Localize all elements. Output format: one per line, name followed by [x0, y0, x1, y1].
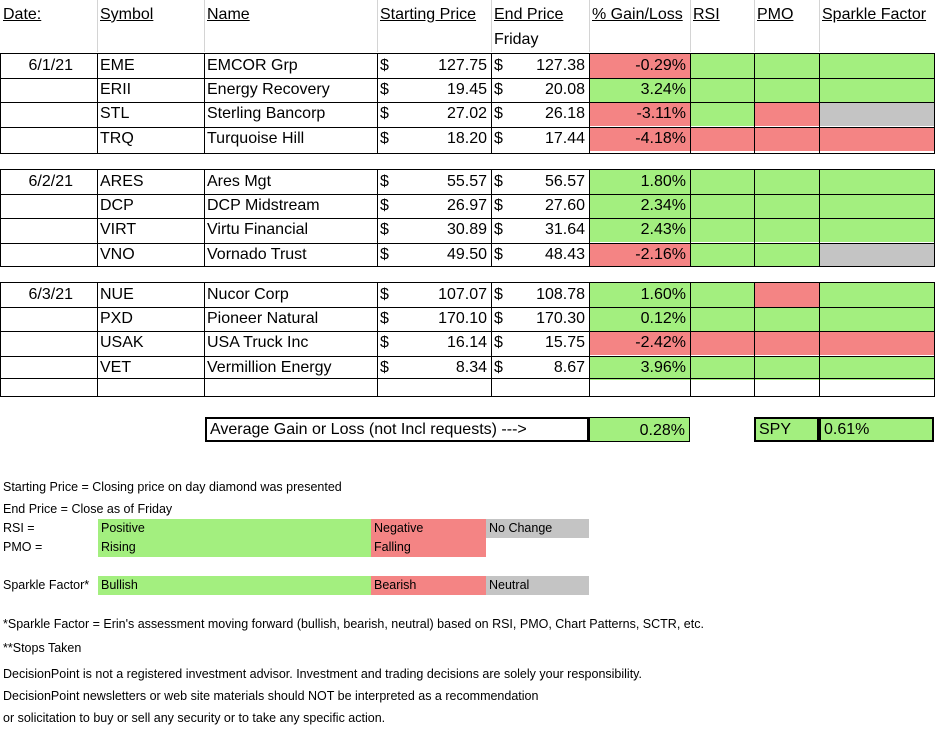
column-border: [754, 282, 755, 379]
row-name: Vornado Trust: [207, 246, 307, 263]
row-pmo-status: [755, 194, 819, 218]
row-symbol: VNO: [100, 246, 135, 263]
row-name: Vermillion Energy: [207, 359, 332, 376]
row-gain-loss: -4.18%: [590, 127, 690, 151]
currency-symbol: $: [380, 130, 389, 147]
row-pmo-status: [755, 307, 819, 331]
sparkle-factor-definition: *Sparkle Factor = Erin's assessment moving forward (bullish, bearish, neutral) based on RSI, PMO, Chart Patterns, SCTR, etc.: [3, 617, 704, 631]
row-starting-price: 19.45: [446, 81, 487, 98]
currency-symbol: $: [494, 173, 503, 190]
row-end-price: 170.30: [536, 310, 585, 327]
row-end-price: 26.18: [544, 105, 585, 122]
spy-label: SPY: [754, 417, 819, 442]
disclaimer-line-2: DecisionPoint newsletters or web site materials should NOT be interpreted as a recommendation: [3, 689, 539, 703]
row-name: DCP Midstream: [207, 197, 320, 214]
row-name: Ares Mgt: [207, 173, 272, 190]
currency-symbol: $: [494, 57, 503, 74]
header-sparkle-factor: Sparkle Factor: [822, 6, 927, 23]
row-symbol: TRQ: [100, 130, 134, 147]
currency-symbol: $: [494, 359, 503, 376]
row-gain-loss: 0.12%: [590, 307, 690, 331]
row-sparkle-status: [820, 102, 934, 126]
currency-symbol: $: [380, 359, 389, 376]
starting-price-note: Starting Price = Closing price on day diamond was presented: [3, 480, 342, 494]
row-rsi-status: [691, 331, 754, 355]
row-end-price: 56.57: [544, 173, 585, 190]
row-name: Sterling Bancorp: [207, 105, 326, 122]
row-starting-price: 30.89: [446, 221, 487, 238]
row-end-price: 108.78: [536, 286, 585, 303]
rsi-positive-swatch: Positive: [98, 519, 372, 538]
header-starting-price: Starting Price: [380, 6, 477, 23]
row-rsi-status: [691, 356, 754, 380]
column-border: [819, 378, 820, 397]
row-symbol: ERII: [100, 81, 132, 98]
row-rsi-status: [691, 102, 754, 126]
currency-symbol: $: [494, 105, 503, 122]
column-border: [377, 282, 378, 379]
header-date: Date:: [3, 6, 42, 23]
row-end-price: 31.64: [544, 221, 585, 238]
row-rsi-status: [691, 170, 754, 194]
currency-symbol: $: [494, 246, 503, 263]
row-pmo-status: [755, 218, 819, 242]
column-border: [754, 169, 755, 267]
row-name: USA Truck Inc: [207, 334, 309, 351]
rsi-negative-swatch: Negative: [371, 519, 486, 538]
row-gain-loss: 1.80%: [590, 170, 690, 194]
row-pmo-status: [755, 102, 819, 126]
row-rsi-status: [691, 194, 754, 218]
row-name: Nucor Corp: [207, 286, 289, 303]
row-end-price: 15.75: [544, 334, 585, 351]
row-starting-price: 170.10: [438, 310, 487, 327]
column-border: [204, 378, 205, 397]
column-border: [97, 282, 98, 379]
currency-symbol: $: [380, 310, 389, 327]
column-border: [491, 282, 492, 379]
row-date: 6/2/21: [28, 173, 73, 190]
row-gain-loss: 1.60%: [590, 283, 690, 307]
column-border: [754, 378, 755, 397]
row-sparkle-status: [820, 356, 934, 380]
column-border: [934, 53, 935, 154]
row-end-price: 27.60: [544, 197, 585, 214]
column-border: [934, 282, 935, 379]
column-border: [589, 282, 590, 379]
row-rsi-status: [691, 243, 754, 267]
row-pmo-status: [755, 283, 819, 307]
header-end-price-sub: Friday: [494, 31, 539, 48]
pmo-rising-swatch: Rising: [98, 538, 372, 557]
header-rsi: RSI: [693, 6, 720, 23]
header-pmo: PMO: [757, 6, 794, 23]
row-border: [0, 356, 935, 357]
row-border: [0, 307, 935, 308]
row-gain-loss: -0.29%: [590, 54, 690, 78]
row-rsi-status: [691, 283, 754, 307]
row-starting-price: 26.97: [446, 197, 487, 214]
currency-symbol: $: [494, 197, 503, 214]
currency-symbol: $: [494, 286, 503, 303]
row-border: [0, 127, 935, 128]
column-border: [0, 282, 1, 379]
currency-symbol: $: [380, 81, 389, 98]
column-border: [589, 378, 590, 397]
row-end-price: 17.44: [544, 130, 585, 147]
sparkle-legend-label: Sparkle Factor*: [3, 578, 90, 592]
column-border: [377, 378, 378, 397]
row-end-price: 127.38: [536, 57, 585, 74]
header-symbol: Symbol: [100, 6, 154, 23]
rsi-legend-label: RSI =: [3, 521, 35, 535]
row-border: [0, 331, 935, 332]
currency-symbol: $: [380, 286, 389, 303]
row-gain-loss: -2.16%: [590, 243, 690, 267]
average-gain-label: Average Gain or Loss (not Incl requests) --->: [205, 417, 589, 442]
row-pmo-status: [755, 54, 819, 78]
column-border: [204, 169, 205, 267]
currency-symbol: $: [380, 197, 389, 214]
column-border: [819, 282, 820, 379]
rsi-no-change-swatch: No Change: [486, 519, 589, 538]
row-sparkle-status: [820, 78, 934, 102]
currency-symbol: $: [494, 310, 503, 327]
row-gain-loss: 2.43%: [590, 218, 690, 242]
currency-symbol: $: [494, 81, 503, 98]
column-border: [0, 53, 1, 154]
column-border: [0, 169, 1, 267]
column-border: [754, 53, 755, 154]
row-sparkle-status: [820, 127, 934, 151]
row-pmo-status: [755, 243, 819, 267]
currency-symbol: $: [380, 334, 389, 351]
currency-symbol: $: [380, 105, 389, 122]
column-border: [934, 378, 935, 397]
currency-symbol: $: [494, 130, 503, 147]
column-border: [690, 378, 691, 397]
header-end-price: End Price: [494, 6, 564, 23]
column-border: [491, 378, 492, 397]
group-bottom-border: [0, 378, 935, 379]
row-pmo-status: [755, 356, 819, 380]
row-sparkle-status: [820, 218, 934, 242]
currency-symbol: $: [380, 57, 389, 74]
column-border: [377, 53, 378, 154]
header-name: Name: [207, 6, 250, 23]
row-symbol: VIRT: [100, 221, 137, 238]
row-rsi-status: [691, 54, 754, 78]
currency-symbol: $: [380, 221, 389, 238]
row-starting-price: 127.75: [438, 57, 487, 74]
row-symbol: PXD: [100, 310, 133, 327]
row-gain-loss: -3.11%: [590, 102, 690, 126]
average-gain-value: 0.28%: [589, 417, 690, 442]
column-border: [819, 53, 820, 154]
group-bottom-border: [0, 153, 935, 154]
row-rsi-status: [691, 307, 754, 331]
row-symbol: NUE: [100, 286, 134, 303]
disclaimer-line-3: or solicitation to buy or sell any security or to take any specific action.: [3, 711, 386, 725]
currency-symbol: $: [380, 173, 389, 190]
row-sparkle-status: [820, 243, 934, 267]
column-border: [589, 169, 590, 267]
row-name: Turquoise Hill: [207, 130, 305, 147]
column-border: [491, 53, 492, 154]
column-border: [97, 378, 98, 397]
column-border: [819, 169, 820, 267]
sparkle-bullish-swatch: Bullish: [98, 576, 372, 595]
stops-taken-note: **Stops Taken: [3, 641, 82, 655]
row-date: 6/1/21: [28, 57, 73, 74]
column-border: [589, 53, 590, 154]
row-rsi-status: [691, 127, 754, 151]
row-symbol: DCP: [100, 197, 134, 214]
column-border: [934, 169, 935, 267]
row-sparkle-status: [820, 307, 934, 331]
row-end-price: 20.08: [544, 81, 585, 98]
row-name: Virtu Financial: [207, 221, 309, 238]
column-border: [204, 282, 205, 379]
group-bottom-border: [0, 266, 935, 267]
row-sparkle-status: [820, 331, 934, 355]
row-rsi-status: [691, 218, 754, 242]
row-starting-price: 55.57: [446, 173, 487, 190]
sparkle-neutral-swatch: Neutral: [486, 576, 589, 595]
row-symbol: EME: [100, 57, 135, 74]
row-name: Energy Recovery: [207, 81, 330, 98]
currency-symbol: $: [494, 221, 503, 238]
row-border: [0, 194, 935, 195]
row-starting-price: 8.34: [455, 359, 487, 376]
row-border: [0, 243, 935, 244]
header-gain-loss: % Gain/Loss: [592, 6, 683, 23]
column-border: [690, 282, 691, 379]
pmo-legend-label: PMO =: [3, 540, 43, 554]
row-rsi-status: [691, 78, 754, 102]
currency-symbol: $: [380, 246, 389, 263]
row-starting-price: 16.14: [446, 334, 487, 351]
row-pmo-status: [755, 78, 819, 102]
row-symbol: STL: [100, 105, 130, 122]
row-sparkle-status: [820, 54, 934, 78]
row-name: EMCOR Grp: [207, 57, 298, 74]
row-starting-price: 49.50: [446, 246, 487, 263]
row-starting-price: 27.02: [446, 105, 487, 122]
column-border: [97, 53, 98, 154]
row-symbol: USAK: [100, 334, 144, 351]
row-starting-price: 18.20: [446, 130, 487, 147]
row-gain-loss: -2.42%: [590, 331, 690, 355]
row-sparkle-status: [820, 283, 934, 307]
pmo-falling-swatch: Falling: [371, 538, 486, 557]
row-border: [0, 218, 935, 219]
row-date: 6/3/21: [28, 286, 73, 303]
row-sparkle-status: [820, 170, 934, 194]
column-border: [204, 53, 205, 154]
row-border: [0, 396, 935, 397]
row-name: Pioneer Natural: [207, 310, 319, 327]
row-pmo-status: [755, 331, 819, 355]
row-gain-loss: 3.96%: [590, 356, 690, 380]
row-gain-loss: 3.24%: [590, 78, 690, 102]
disclaimer-line-1: DecisionPoint is not a registered investment advisor. Investment and trading decisions are solely your responsibility.: [3, 667, 642, 681]
currency-symbol: $: [494, 334, 503, 351]
column-border: [377, 169, 378, 267]
row-symbol: VET: [100, 359, 132, 376]
end-price-note: End Price = Close as of Friday: [3, 502, 173, 516]
column-border: [690, 53, 691, 154]
row-pmo-status: [755, 170, 819, 194]
row-sparkle-status: [820, 194, 934, 218]
column-border: [690, 169, 691, 267]
row-end-price: 8.67: [553, 359, 585, 376]
row-gain-loss: 2.34%: [590, 194, 690, 218]
column-border: [491, 169, 492, 267]
row-border: [0, 78, 935, 79]
row-symbol: ARES: [100, 173, 144, 190]
column-border: [97, 169, 98, 267]
row-end-price: 48.43: [544, 246, 585, 263]
row-pmo-status: [755, 127, 819, 151]
row-starting-price: 107.07: [438, 286, 487, 303]
column-border: [0, 378, 1, 397]
row-border: [0, 102, 935, 103]
spy-value: 0.61%: [819, 417, 934, 442]
sparkle-bearish-swatch: Bearish: [371, 576, 486, 595]
